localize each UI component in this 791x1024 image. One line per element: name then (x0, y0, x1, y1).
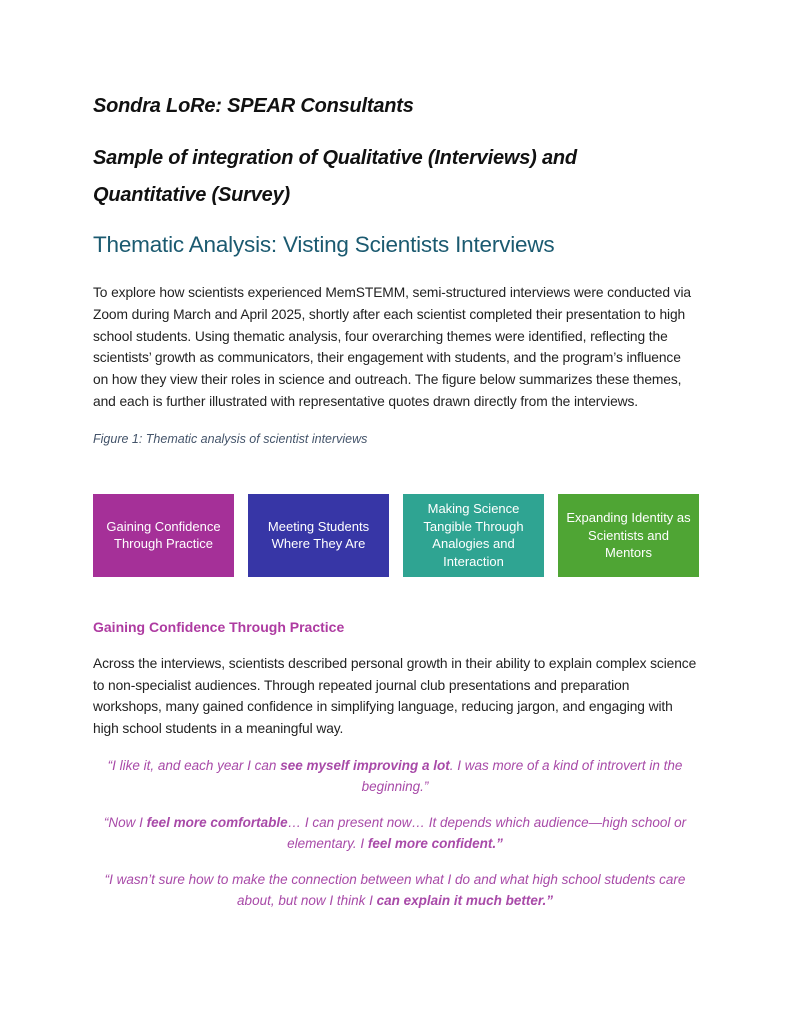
theme-boxes-figure (93, 494, 699, 577)
theme-box-meeting-students: Meeting Students Where They Are (248, 494, 389, 577)
theme-box-gaining-confidence: Gaining Confidence Through Practice (93, 494, 234, 577)
doc-subtitle: Sample of integration of Qualitative (Interviews) and Quantitative (Survey) (93, 147, 577, 206)
figure-caption: Figure 1: Thematic analysis of scientist interviews (93, 431, 368, 446)
theme-box-expanding-identity: Expanding Identity as Scientists and Mentors (558, 494, 699, 577)
theme-box-making-science-tangible: Making Science Tangible Through Analogies and Interaction (403, 494, 544, 577)
theme-section-heading: Gaining Confidence Through Practice (93, 618, 345, 635)
quote-3: “I wasn’t sure how to make the connection between what I do and what high school students care about, but now I think I can explain it much better.” (104, 871, 686, 908)
quote-1: “I like it, and each year I can see myself improving a lot. I was more of a kind of introvert in the beginning.” (107, 757, 683, 794)
doc-title: Sondra LoRe: SPEAR Consultants (93, 95, 414, 117)
section-title: Thematic Analysis: Visting Scientists Interviews (93, 232, 555, 257)
quote-2: “Now I feel more comfortable… I can present now… It depends which audience—high school or elementary. I feel more confident.” (103, 814, 687, 851)
theme-section-paragraph: Across the interviews, scientists described personal growth in their ability to explain complex science to non-specialist audiences. Through repeated journal club presentations and preparation workshops, many gained confidence in simplifying language, reducing jargon, and engaging with high school students in a meaningful way. (93, 655, 697, 737)
intro-paragraph: To explore how scientists experienced MemSTEMM, semi-structured interviews were conducted via Zoom during March and April 2025, shortly after each scientist completed their presentation to high school students. Using thematic analysis, four overarching themes were identified, reflecting the scientists’ growth as communicators, their engagement with students, and the program’s influence on how they view their roles in science and outreach. The figure below summarizes these themes, and each is further illustrated with representative quotes drawn directly from the interviews. (93, 285, 691, 409)
